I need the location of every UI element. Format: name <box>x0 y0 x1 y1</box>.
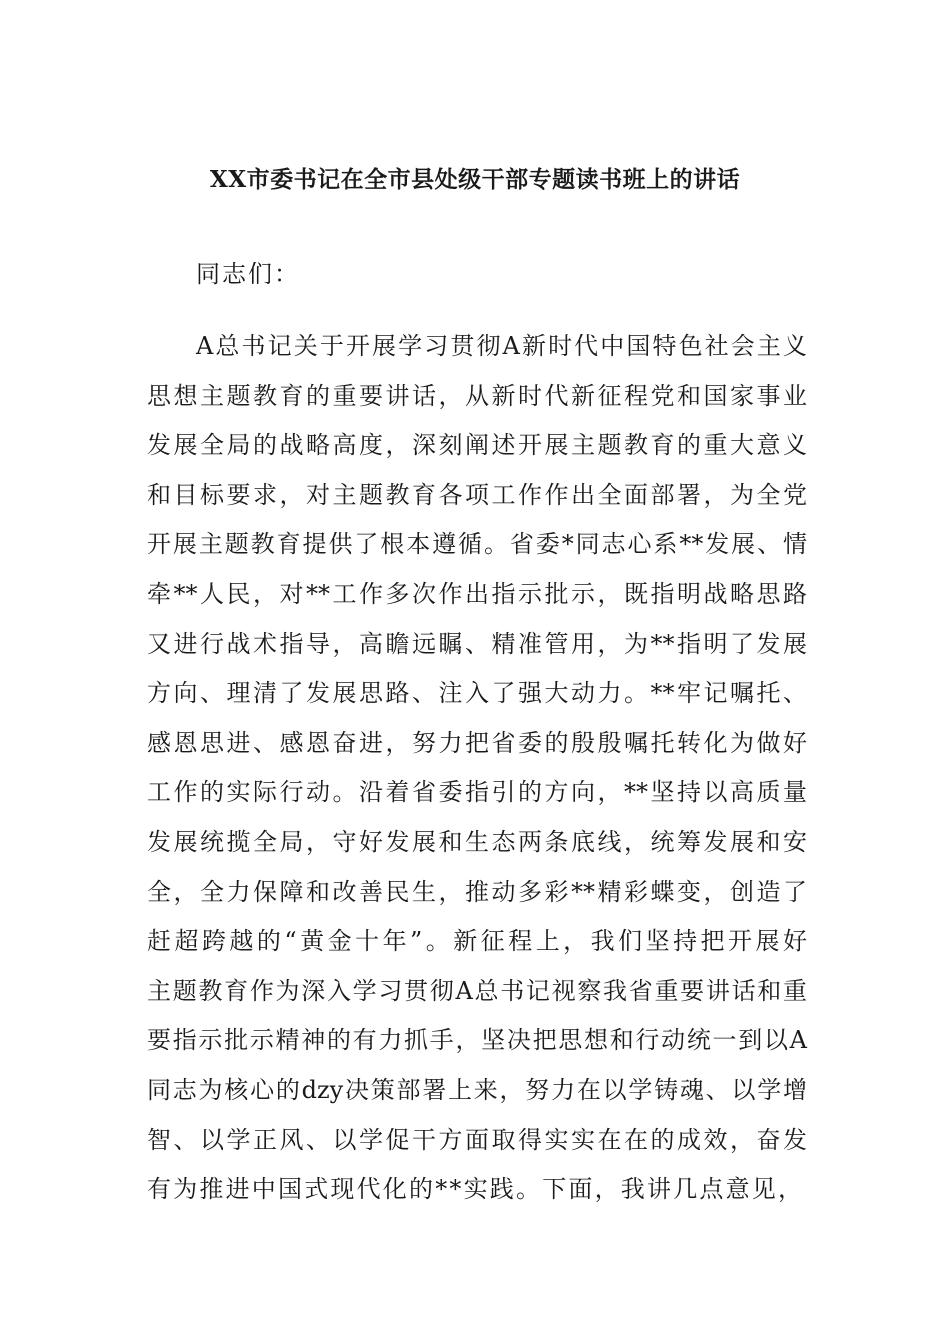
body-line: 感恩思进、感恩奋进，努力把省委的殷殷嘱托转化为做好 <box>147 728 807 757</box>
body-line: 开展主题教育提供了根本遵循。省委*同志心系**发展、情 <box>147 530 807 559</box>
body-line: 要指示批示精神的有力抓手，坚决把思想和行动统一到以A <box>147 1026 807 1055</box>
body-line: 又进行战术指导，高瞻远瞩、精准管用，为**指明了发展 <box>147 629 807 658</box>
body-line: 思想主题教育的重要讲话，从新时代新征程党和国家事业 <box>147 381 807 410</box>
body-line: 方向、理清了发展思路、注入了强大动力。**牢记嘱托、 <box>147 679 807 708</box>
body-text <box>0 326 950 1219</box>
body-line: 赶超跨越的“黄金十年”。新征程上，我们坚持把开展好 <box>147 927 807 956</box>
body-line: 工作的实际行动。沿着省委指引的方向，**坚持以高质量 <box>147 778 807 807</box>
body-line: 智、以学正风、以学促干方面取得实实在在的成效，奋发 <box>147 1125 807 1154</box>
body-line: 发展全局的战略高度，深刻阐述开展主题教育的重大意义 <box>147 431 807 460</box>
body-line: 主题教育作为深入学习贯彻A总书记视察我省重要讲话和重 <box>147 976 807 1005</box>
body-line: 同志为核心的dzy决策部署上来，努力在以学铸魂、以学增 <box>147 1075 807 1104</box>
body-line: A总书记关于开展学习贯彻A新时代中国特色社会主义 <box>196 332 807 360</box>
document-title: XX市委书记在全市县处级干部专题读书班上的讲话 <box>209 166 741 193</box>
body-line: 牵**人民，对**工作多次作出指示批示，既指明战略思路 <box>147 579 807 608</box>
salutation: 同志们： <box>196 260 300 288</box>
body-line: 和目标要求，对主题教育各项工作作出全面部署，为全党 <box>147 480 807 509</box>
body-line: 全，全力保障和改善民生，推动多彩**精彩蝶变，创造了 <box>147 877 807 906</box>
body-line: 发展统揽全局，守好发展和生态两条底线，统筹发展和安 <box>147 827 807 856</box>
body-line: 有为推进中国式现代化的**实践。下面，我讲几点意见， <box>147 1175 805 1204</box>
